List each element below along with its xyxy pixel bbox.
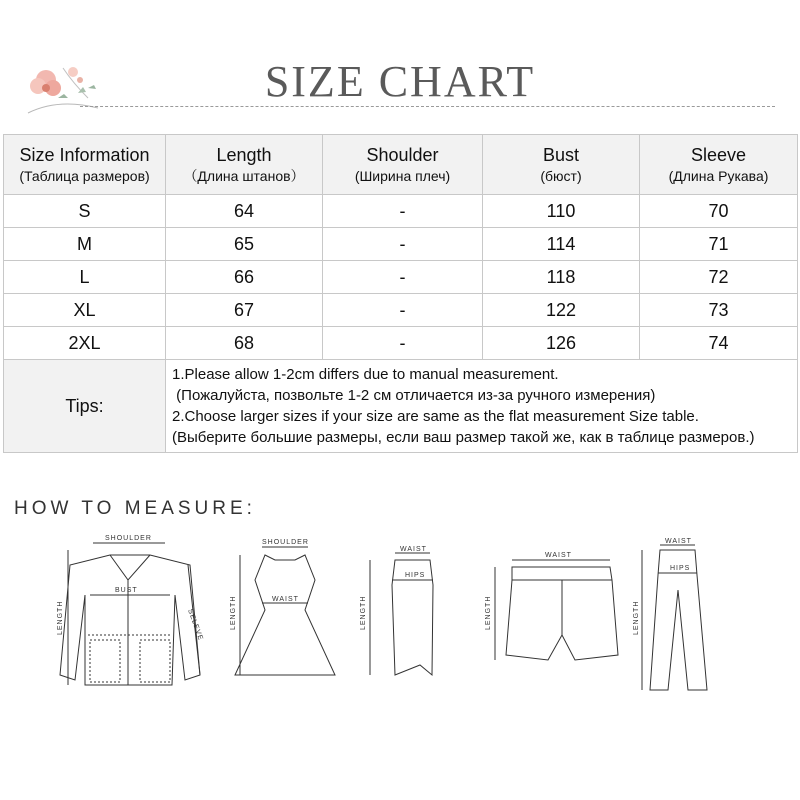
bust-cell: 126 — [483, 327, 640, 360]
table-row — [4, 327, 798, 360]
length-label: LENGTH — [360, 595, 367, 630]
header-size-information: Size Information (Таблица размеров) — [4, 135, 166, 195]
table-row — [4, 195, 798, 228]
waist-label: WAIST — [400, 546, 427, 553]
shorts-illustration-icon — [495, 560, 618, 660]
length-label: LENGTH — [230, 595, 237, 630]
waist-label: WAIST — [545, 552, 572, 559]
size-cell: 2XL — [4, 327, 166, 360]
tip-line: 2.Choose larger sizes if your size are same as the flat measurement Size table. — [172, 408, 699, 425]
bust-label: BUST — [115, 587, 138, 594]
sleeve-cell: 74 — [640, 327, 798, 360]
table-row — [4, 294, 798, 327]
sleeve-cell: 73 — [640, 294, 798, 327]
bust-cell: 118 — [483, 261, 640, 294]
page-title: SIZE CHART — [264, 57, 536, 106]
header-length: Length （Длина штанов） — [166, 135, 323, 195]
shoulder-label: SHOULDER — [105, 535, 152, 542]
shoulder-cell: - — [323, 228, 483, 261]
shoulder-label: SHOULDER — [262, 539, 309, 546]
tip-line: (Пожалуйста, позвольте 1-2 см отличается из-за ручного измерения) — [172, 387, 656, 404]
waist-label: WAIST — [665, 538, 692, 545]
bust-cell: 114 — [483, 228, 640, 261]
tip-line: 1.Please allow 1-2cm differs due to manual measurement. — [172, 366, 559, 383]
size-cell: M — [4, 228, 166, 261]
shoulder-cell: - — [323, 294, 483, 327]
length-cell: 66 — [166, 261, 323, 294]
table-row — [4, 261, 798, 294]
header-bust: Bust (бюст) — [483, 135, 640, 195]
dress-illustration-icon — [235, 547, 335, 675]
table-header-row — [4, 135, 798, 195]
waist-label: WAIST — [272, 596, 299, 603]
table-row — [4, 228, 798, 261]
how-to-measure-title: HOW TO MEASURE: — [14, 498, 256, 519]
tips-label: Tips: — [4, 360, 166, 453]
sleeve-cell: 72 — [640, 261, 798, 294]
bust-cell: 122 — [483, 294, 640, 327]
length-cell: 68 — [166, 327, 323, 360]
shoulder-cell: - — [323, 195, 483, 228]
header-shoulder: Shoulder (Ширина плеч) — [323, 135, 483, 195]
tips-row — [4, 360, 798, 453]
sleeve-cell: 70 — [640, 195, 798, 228]
jacket-illustration-icon — [60, 543, 200, 685]
header-sleeve: Sleeve (Длина Рукава) — [640, 135, 798, 195]
size-cell: XL — [4, 294, 166, 327]
size-cell: S — [4, 195, 166, 228]
size-table — [3, 134, 798, 453]
shoulder-cell: - — [323, 261, 483, 294]
sleeve-label: SELEVE — [186, 608, 205, 642]
hips-label: HIPS — [670, 565, 691, 572]
size-cell: L — [4, 261, 166, 294]
tip-line: (Выберите большие размеры, если ваш размер такой же, как в таблице размеров.) — [172, 429, 755, 446]
title-divider — [80, 106, 775, 107]
length-cell: 67 — [166, 294, 323, 327]
length-cell: 65 — [166, 228, 323, 261]
measurement-illustrations — [0, 525, 800, 795]
tips-text — [166, 360, 798, 453]
bust-cell: 110 — [483, 195, 640, 228]
length-label: LENGTH — [57, 600, 64, 635]
header — [0, 0, 800, 125]
sleeve-cell: 71 — [640, 228, 798, 261]
length-label: LENGTH — [633, 600, 640, 635]
length-label: LENGTH — [485, 595, 492, 630]
length-cell: 64 — [166, 195, 323, 228]
shoulder-cell: - — [323, 327, 483, 360]
hips-label: HIPS — [405, 572, 426, 579]
